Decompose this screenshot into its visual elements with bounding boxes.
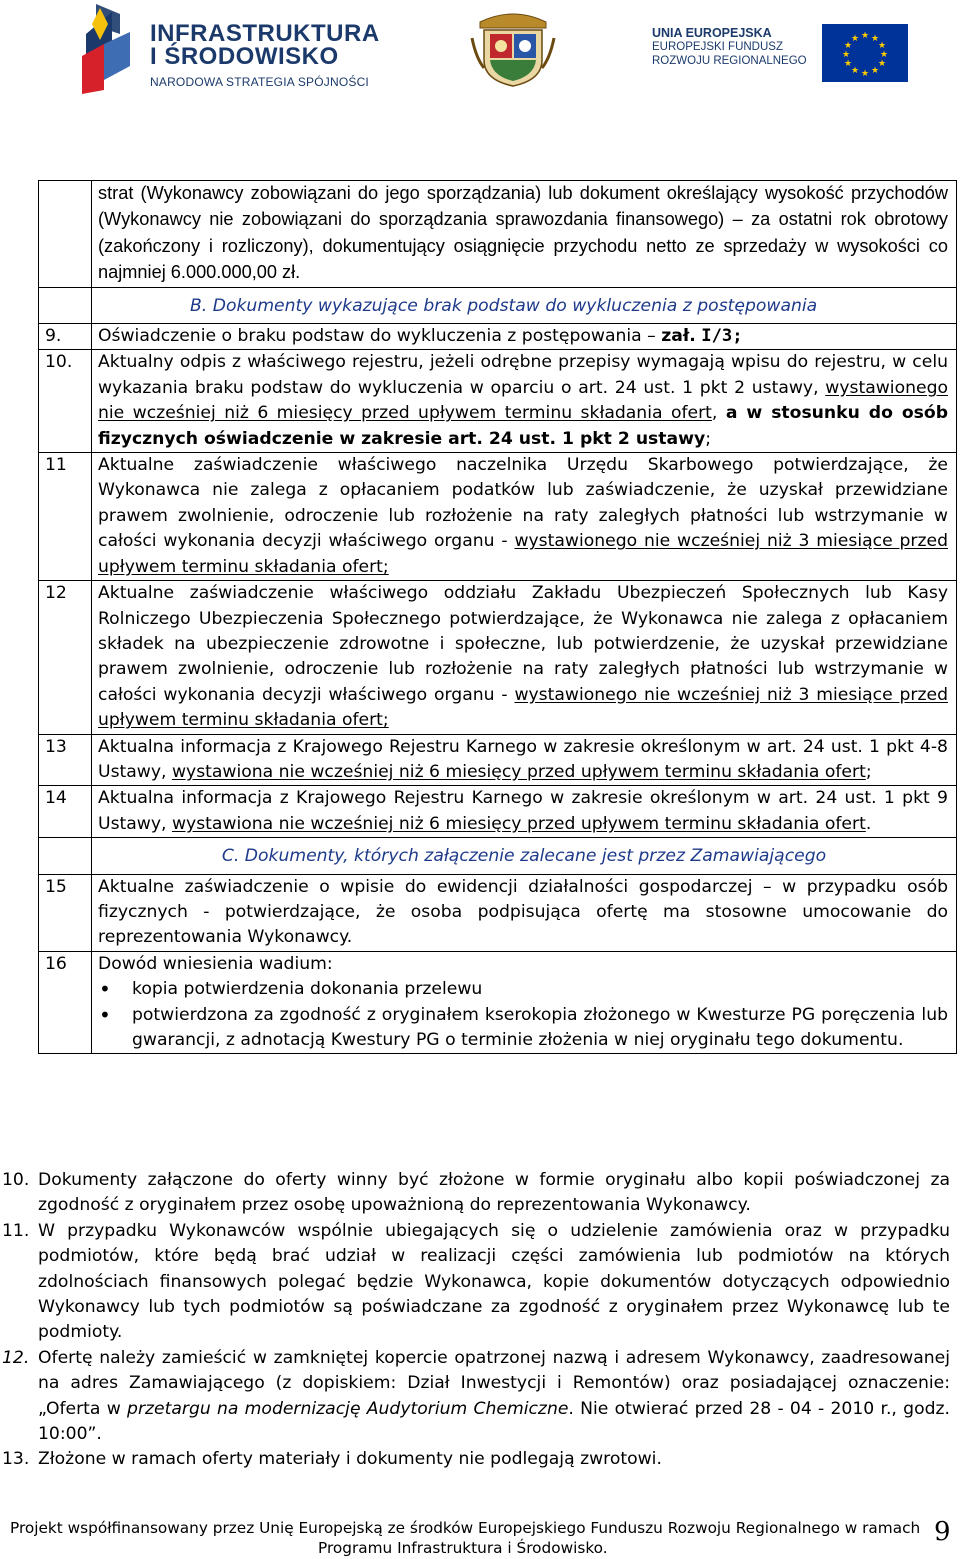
row-text: ; bbox=[705, 428, 711, 449]
paragraph-text: W przypadku Wykonawców wspólnie ubiegających się o udzielenie zamówienia oraz w przypadku podmiotów, które będą brać udział w realizacji części zamówienia lub podmiotów na których zdolnościach finansowych polegać będzie Wykonawca, kopie dokumentów dotyczących odpowiednio Wykonawcy lub tych podmiotów są poświadczane za zgodność z oryginałem przez Wykonawcę lub te podmioty. bbox=[38, 1220, 950, 1343]
paragraph-text: Ofertę należy zamieścić w zamkniętej kopercie opatrzonej nazwą i adresem Wykonawcy, zaadresowanej na adres Zamawiającego (z dopiskiem: Dział Inwestycji i Remontów) oraz posiadającej oznaczenie: „Oferta w bbox=[38, 1347, 950, 1419]
logo-title-line2: I ŚRODOWISKO bbox=[150, 43, 339, 70]
logo-title-line1: INFRASTRUKTURA bbox=[150, 20, 380, 47]
eu-line1: UNIA EUROPEJSKA bbox=[652, 26, 772, 40]
table-row bbox=[39, 581, 957, 734]
list-item: • potwierdzona za zgodność z oryginałem kserokopia złożonego w Kwesturze PG poręczenia lub gwarancji, z adnotacją Kwestury PG o terminie złożenia w niej oryginału tego dokumentu. bbox=[132, 1003, 948, 1054]
documents-table bbox=[38, 180, 957, 1054]
logo-title bbox=[150, 22, 380, 68]
svg-text:★: ★ bbox=[843, 59, 853, 69]
table-row bbox=[39, 181, 957, 288]
eu-flag-icon bbox=[822, 24, 908, 82]
coat-of-arms-icon bbox=[470, 8, 556, 88]
row-text: ; bbox=[865, 761, 872, 782]
row-text: , bbox=[711, 403, 718, 424]
table-row bbox=[39, 786, 957, 838]
table-row bbox=[39, 453, 957, 581]
row-number: 10. bbox=[39, 350, 92, 453]
paragraph-text: Dokumenty załączone do oferty winny być złożone w formie oryginału albo kopii poświadczonej za zgodność z oryginałem przez osobę upoważnioną do reprezentowania Wykonawcy. bbox=[38, 1170, 950, 1216]
paragraph-number: 10. bbox=[2, 1170, 30, 1190]
section-heading-row bbox=[39, 287, 957, 323]
svg-text:★: ★ bbox=[841, 50, 851, 60]
section-heading-row bbox=[39, 838, 957, 874]
svg-text:★: ★ bbox=[879, 50, 889, 60]
infrastruktura-srodowisko-logo bbox=[82, 4, 380, 96]
row-number: 12 bbox=[39, 581, 92, 734]
row-text: strat (Wykonawcy zobowiązani do jego sporządzania) lub dokument określający wysokość przychodów (Wykonawcy nie zobowiązani do sporządzania sprawozdania finansowego) – za ostatni rok obrotowy (zakończony i rozliczony), dokumentujący osiągnięcie przychodu netto ze sprzedaży w wysokości co najmniej 6.000.000,00 zł. bbox=[98, 183, 948, 283]
row-text: . bbox=[865, 813, 872, 834]
numbered-paragraphs bbox=[0, 1168, 950, 1473]
row-text: Aktualne zaświadczenie właściwego oddziału Zakładu Ubezpieczeń Społecznych lub Kasy Rolniczego Ubezpieczenia Społecznego potwierdzające, że Wykonawca nie zalega z opłacaniem składek na ubezpieczenie zdrowotne i społeczne, lub potwierdzenie, że uzyskał przewidziane prawem zwolnienie, odroczenie lub rozłożenie na raty zaległych płatności lub wstrzymanie w całości wykonania decyzji właściwego organu - bbox=[98, 583, 948, 705]
svg-text:★: ★ bbox=[870, 66, 880, 76]
row-text: Oświadczenie o braku podstaw do wykluczenia z postępowania – bbox=[98, 326, 662, 347]
svg-text:★: ★ bbox=[843, 41, 853, 51]
row-underlined-text: wystawionego nie wcześniej niż 6 miesięcy przed upływem terminu składania ofert bbox=[98, 377, 948, 424]
bullet-list bbox=[98, 977, 948, 1053]
table-row bbox=[39, 874, 957, 951]
row-number: 13 bbox=[39, 734, 92, 786]
svg-text:★: ★ bbox=[850, 34, 860, 44]
paragraph-number: 12. bbox=[2, 1347, 30, 1368]
row-text: Dowód wniesienia wadium: bbox=[98, 953, 333, 974]
row-bold-text: zał. bbox=[661, 326, 696, 347]
paragraph-italic-text: przetargu na modernizację Audytorium Chemiczne bbox=[127, 1398, 569, 1419]
row-number: 16 bbox=[39, 951, 92, 1054]
table-row bbox=[39, 951, 957, 1054]
paragraph-13 bbox=[0, 1447, 950, 1472]
table-cell bbox=[92, 324, 957, 350]
paragraph-11 bbox=[0, 1219, 950, 1346]
svg-text:★: ★ bbox=[877, 41, 887, 51]
table-cell bbox=[92, 874, 957, 951]
page-header bbox=[0, 0, 960, 100]
paragraph-text: . Nie otwierać przed 28 - 04 - 2010 r., godz. 10:00”. bbox=[38, 1398, 950, 1445]
footer-line1: Projekt współfinansowany przez Unię Europejską ze środków Europejskiego Funduszu Rozwoju Regionalnego w ramach bbox=[10, 1519, 921, 1537]
paragraph-number: 13. bbox=[2, 1449, 30, 1470]
svg-text:★: ★ bbox=[860, 69, 870, 79]
row-number: 15 bbox=[39, 874, 92, 951]
row-underlined-text: wystawiona nie wcześniej niż 6 miesięcy przed upływem terminu składania ofert bbox=[171, 761, 866, 782]
row-number-cell bbox=[39, 287, 92, 323]
paragraph-text: Złożone w ramach oferty materiały i dokumenty nie podlegają zwrotowi. bbox=[38, 1449, 662, 1470]
table-cell bbox=[92, 581, 957, 734]
flag-emblem-icon bbox=[82, 4, 146, 96]
svg-text:★: ★ bbox=[870, 34, 880, 44]
paragraph-number: 11. bbox=[2, 1220, 30, 1241]
table-row bbox=[39, 350, 957, 453]
row-text: Aktualne zaświadczenie właściwego naczelnika Urzędu Skarbowego potwierdzające, że Wykonawca nie zalega z opłacaniem podatków lub zaświadczenie, że uzyskał przewidziane prawem zwolnienie, odroczenie lub rozłożenie na raty zaległych płatności lub wstrzymanie w całości wykonania decyzji właściwego organu - bbox=[98, 455, 948, 552]
row-text: Aktualne zaświadczenie o wpisie do ewidencji działalności gospodarczej – w przypadku osób fizycznych - potwierdzające, że osoba podpisująca ofertę ma stosowne umocowanie do reprezentowania Wykonawcy. bbox=[98, 876, 948, 948]
svg-text:★: ★ bbox=[860, 31, 870, 41]
table-cell bbox=[92, 453, 957, 581]
row-text: Aktualny odpis z właściwego rejestru, jeżeli odrębne przepisy wymagają wpisu do rejestru, w celu wykazania braku podstaw do wykluczenia w oparciu o art. 24 ust. 1 pkt 2 ustawy, bbox=[98, 352, 948, 398]
row-number: 9. bbox=[39, 324, 92, 350]
section-b-heading: B. Dokumenty wykazujące brak podstaw do wykluczenia z postępowania bbox=[92, 287, 957, 323]
row-underlined-text: wystawionego nie wcześniej niż 3 miesiące przed upływem terminu składania ofert; bbox=[98, 684, 948, 731]
row-underlined-text: wystawionego nie wcześniej niż 3 miesiące przed upływem terminu składania ofert; bbox=[98, 531, 948, 577]
paragraph-10 bbox=[0, 1168, 950, 1219]
table-cell bbox=[92, 951, 957, 1054]
table-cell bbox=[92, 181, 957, 288]
logo-subtitle: NARODOWA STRATEGIA SPÓJNOŚCI bbox=[150, 75, 369, 89]
svg-text:★: ★ bbox=[877, 59, 887, 69]
row-number: 14 bbox=[39, 786, 92, 838]
row-number: 11 bbox=[39, 453, 92, 581]
row-bold-text: a w stosunku do osób fizycznych oświadczenie w zakresie art. 24 ust. 1 pkt 2 ustawy bbox=[98, 403, 948, 449]
table-cell bbox=[92, 350, 957, 453]
list-item: • kopia potwierdzenia dokonania przelewu bbox=[132, 977, 948, 1002]
eu-line2: EUROPEJSKI FUNDUSZ bbox=[652, 41, 783, 53]
svg-text:★: ★ bbox=[850, 66, 860, 76]
row-number-cell bbox=[39, 181, 92, 288]
eu-line3: ROZWOJU REGIONALNEGO bbox=[652, 55, 807, 67]
row-underlined-text: wystawiona nie wcześniej niż 6 miesięcy przed upływem terminu składania ofert bbox=[171, 813, 866, 834]
table-row bbox=[39, 734, 957, 786]
section-c-heading: C. Dokumenty, których załączenie zalecane jest przez Zamawiającego bbox=[92, 838, 957, 874]
table-row bbox=[39, 324, 957, 350]
row-text: Aktualna informacja z Krajowego Rejestru Karnego w zakresie określonym w art. 24 ust. 1 pkt 4-8 Ustawy, bbox=[98, 736, 948, 782]
row-attachment-ref: I/3; bbox=[701, 326, 743, 347]
eu-logo-text bbox=[652, 26, 807, 68]
paragraph-12 bbox=[0, 1346, 950, 1448]
row-number-cell bbox=[39, 838, 92, 874]
footer-line2: Programu Infrastruktura i Środowisko. bbox=[318, 1539, 608, 1557]
table-cell bbox=[92, 786, 957, 838]
table-cell bbox=[92, 734, 957, 786]
row-text: Aktualna informacja z Krajowego Rejestru Karnego w zakresie określonym w art. 24 ust. 1 pkt 9 Ustawy, bbox=[98, 788, 948, 834]
eu-logo bbox=[652, 24, 952, 79]
page-number: 9 bbox=[934, 1517, 951, 1547]
